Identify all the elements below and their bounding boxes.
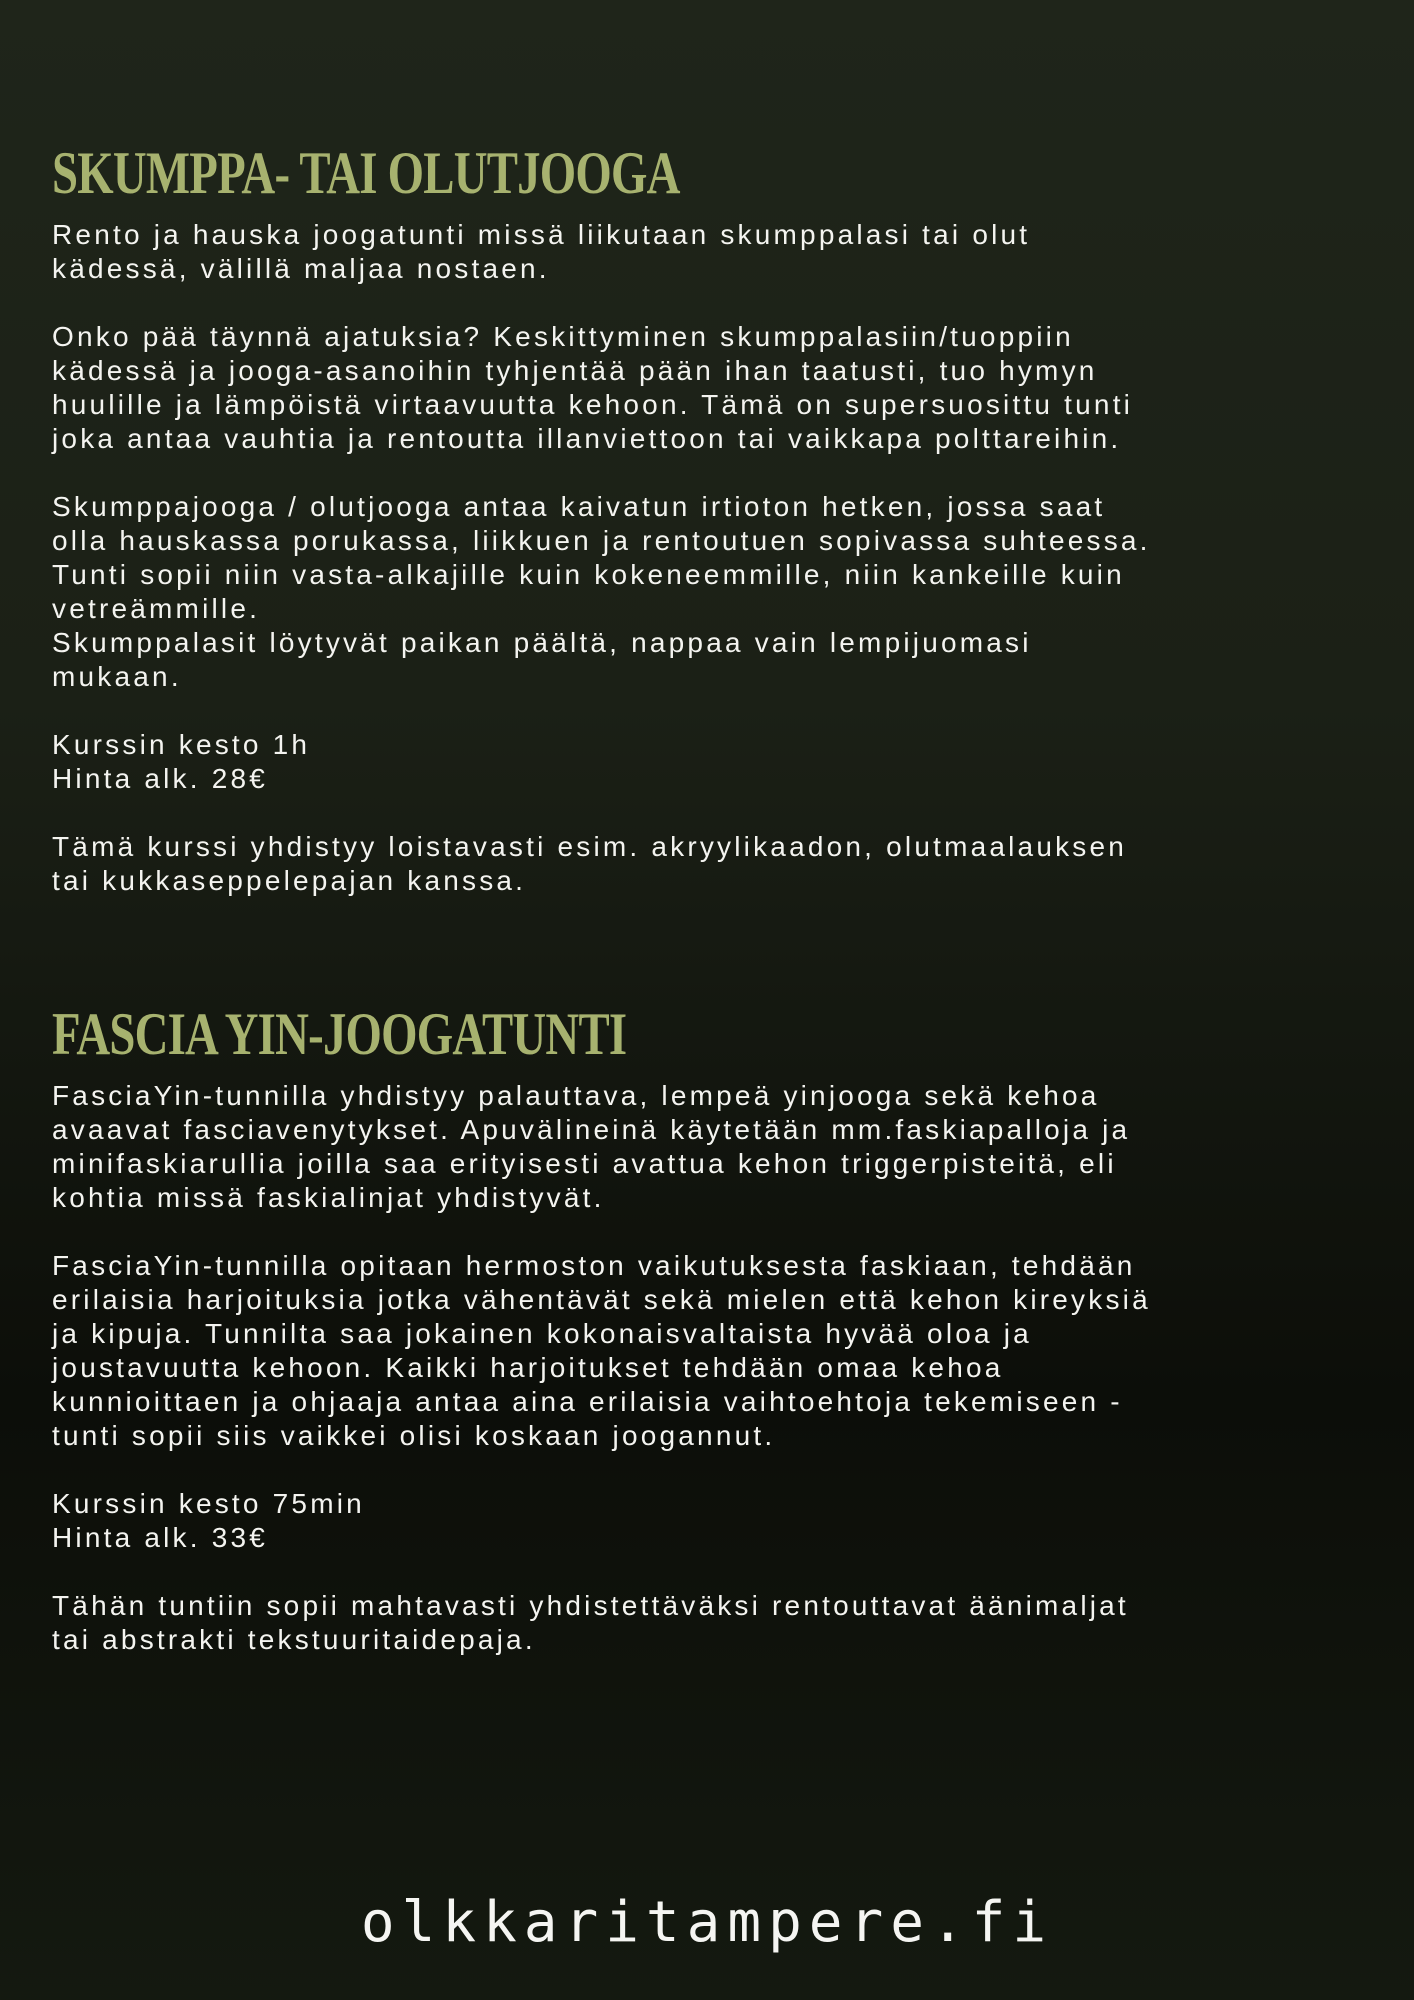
duration-price: Kurssin kesto 1h Hinta alk. 28€ — [52, 729, 311, 794]
intro-paragraph: Rento ja hauska joogatunti missä liikutaan skumppalasi tai olut kädessä, välillä maljaa nostaen. — [52, 219, 1031, 284]
combination-note: Tähän tuntiin sopii mahtavasti yhdistettäväksi rentouttavat äänimaljat tai abstrakti tekstuuritaidepaja. — [52, 1590, 1129, 1655]
duration-price: Kurssin kesto 75min Hinta alk. 33€ — [52, 1488, 365, 1553]
section-heading: SKUMPPA- TAI OLUTJOOGA — [52, 140, 680, 206]
description-paragraph: Onko pää täynnä ajatuksia? Keskittyminen skumppalasiin/tuoppiin kädessä ja jooga-asanoihin tyhjentää pään ihan taatusti, tuo hymyn huulille ja lämpöistä virtaavuutta kehoon. Tämä on supersuosittu tunti joka antaa vauhtia ja rentoutta illanviettoon tai vaikkapa polttareihin. — [52, 321, 1134, 454]
section-skumppa-olutjooga — [52, 138, 1382, 932]
section-fascia-yin — [52, 999, 1382, 1691]
details-paragraph: Skumppajooga / olutjooga antaa kaivatun irtioton hetken, jossa saat olla hauskassa porukassa, liikkuen ja rentoutuen sopivassa suhteessa. Tunti sopii niin vasta-alkajille kuin kokeneemmille, niin kankeille kuin vetreämmille. Skumppalasit löytyvät paikan päältä, nappaa vain lempijuomasi mukaan. — [52, 491, 1151, 692]
intro-paragraph: FasciaYin-tunnilla yhdistyy palauttava, lempeä yinjooga sekä kehoa avaavat fasciavenytykset. Apuvälineinä käytetään mm.faskiapalloja ja minifaskiarullia joilla saa erityisesti avattua kehon triggerpisteitä, eli kohtia missä faskialinjat yhdistyvät. — [52, 1080, 1131, 1213]
section-heading: FASCIA YIN-JOOGATUNTI — [52, 1001, 627, 1067]
combination-note: Tämä kurssi yhdistyy loistavasti esim. akryylikaadon, olutmaalauksen tai kukkaseppelepajan kanssa. — [52, 831, 1128, 896]
description-paragraph: FasciaYin-tunnilla opitaan hermoston vaikutuksesta faskiaan, tehdään erilaisia harjoituksia jotka vähentävät sekä mielen että kehon kireyksiä ja kipuja. Tunnilta saa jokainen kokonaisvaltaista hyvää oloa ja joustavuutta kehoon. Kaikki harjoitukset tehdään omaa kehoa kunnioittaen ja ohjaaja antaa aina erilaisia vaihtoehtoja tekemiseen - tunti sopii siis vaikkei olisi koskaan joogannut. — [52, 1250, 1151, 1451]
website-url: olkkaritampere.fi — [360, 1890, 1054, 1955]
